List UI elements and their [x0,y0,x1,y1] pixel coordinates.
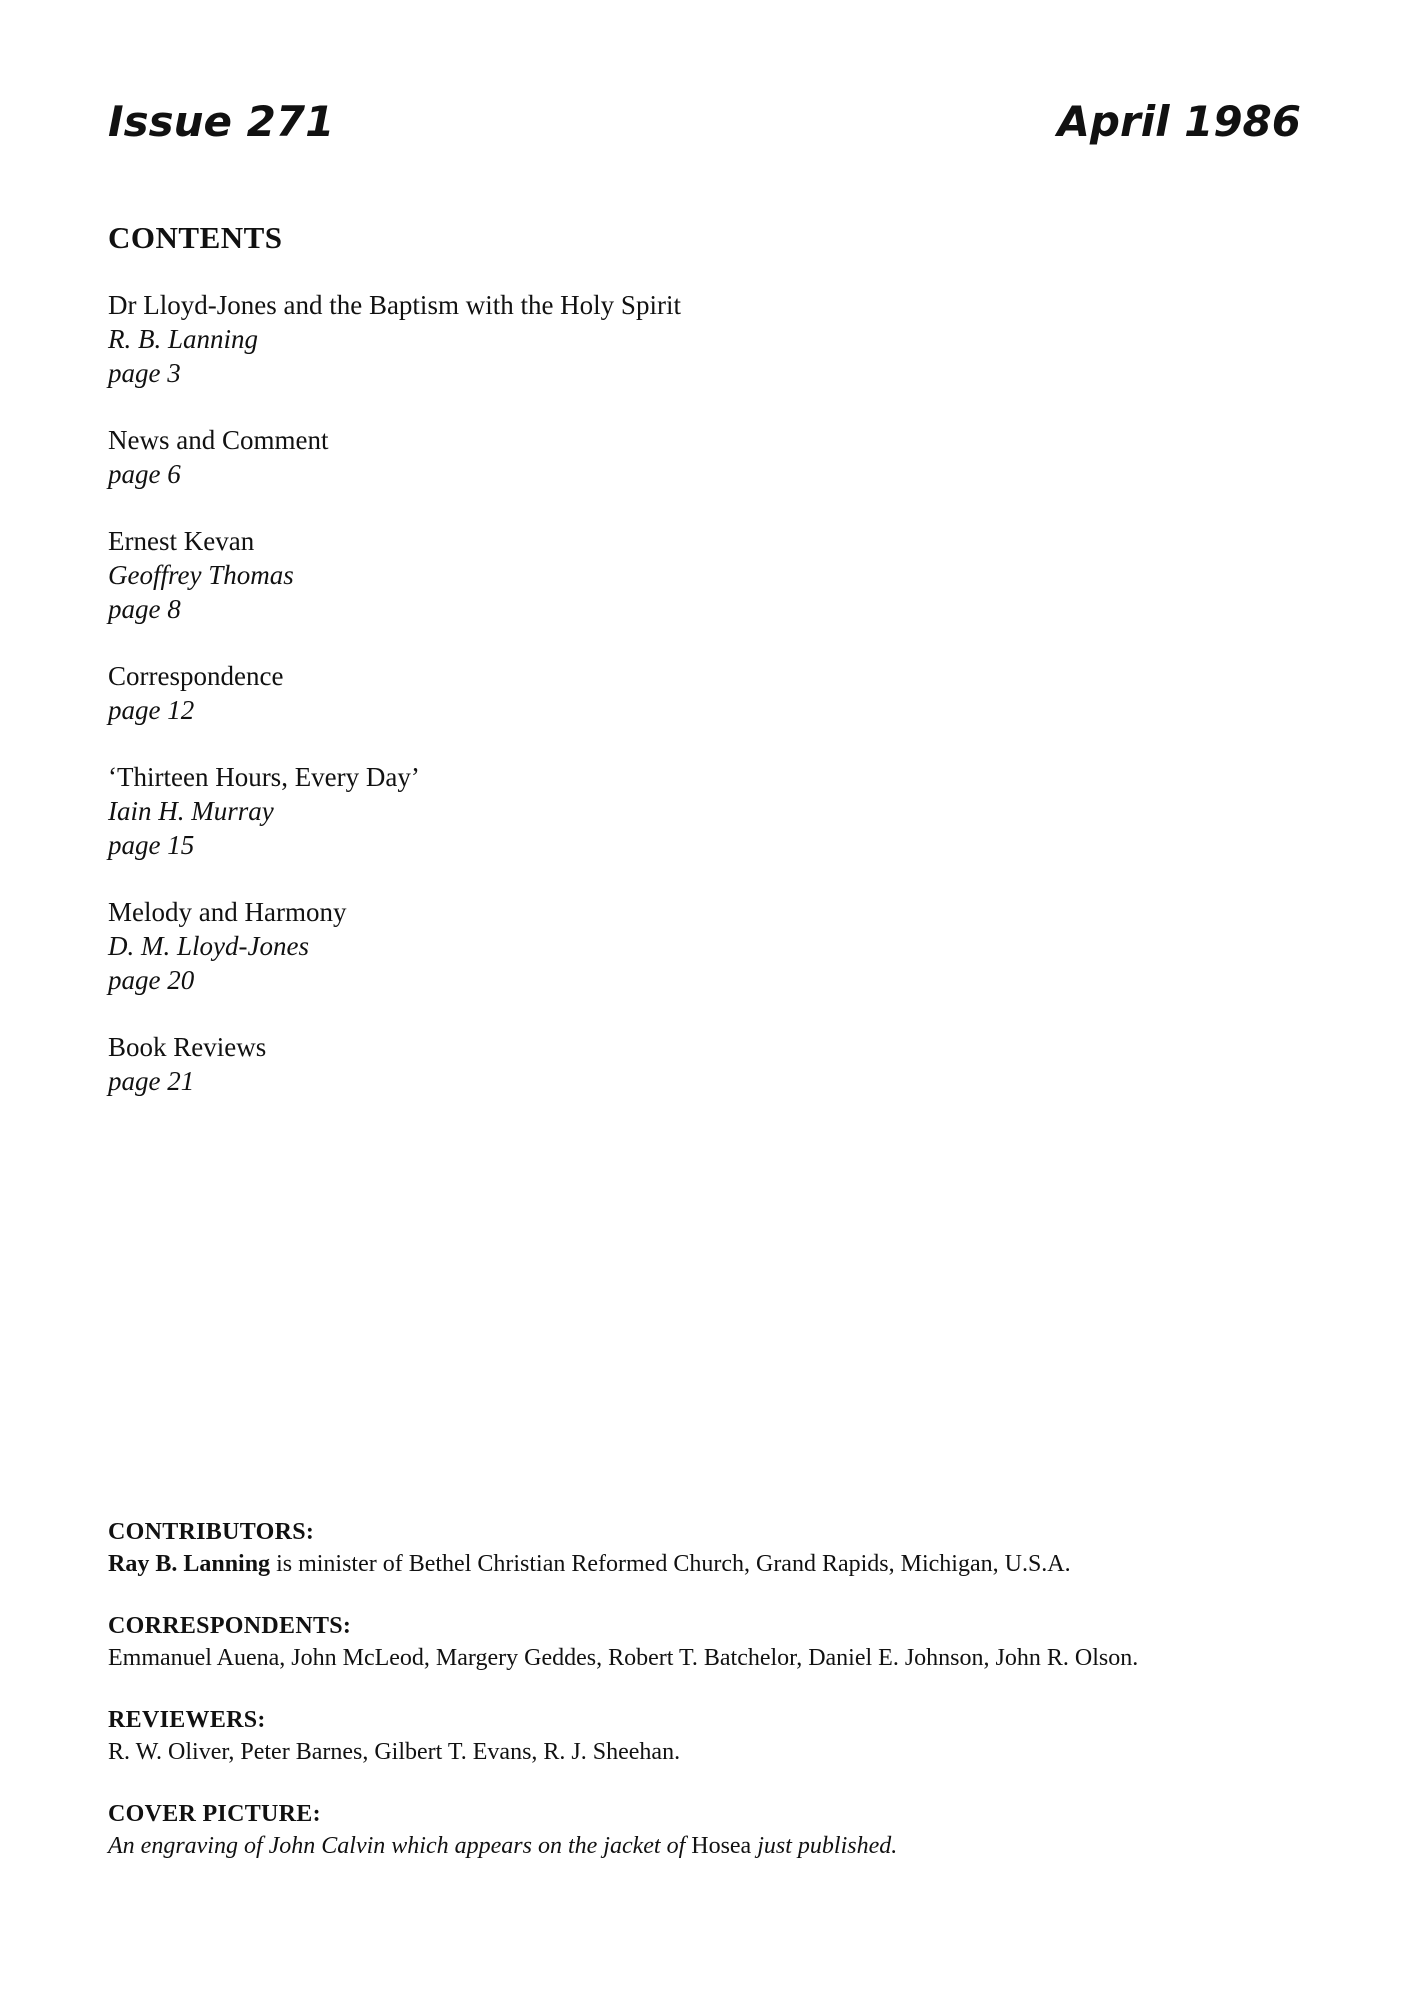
entry-title: Dr Lloyd-Jones and the Baptism with the Holy Spirit [108,290,681,320]
contents-heading: CONTENTS [108,220,283,255]
entry-page: page 12 [108,695,195,725]
correspondents-block [108,1610,1328,1674]
entry-page: page 15 [108,830,195,860]
reviewers-text: R. W. Oliver, Peter Barnes, Gilbert T. Evans, R. J. Sheehan. [108,1739,681,1765]
contents-entry [108,760,1008,862]
contributors-text [108,1548,1328,1580]
entry-page: page 20 [108,965,195,995]
entry-title: Ernest Kevan [108,526,255,556]
cover-book-title: Hosea [691,1833,752,1859]
credits-section [108,1516,1328,1892]
entry-title: Melody and Harmony [108,897,347,927]
entry-author: Geoffrey Thomas [108,560,294,590]
cover-caption-after: just published. [751,1833,898,1859]
entry-author: D. M. Lloyd-Jones [108,931,309,961]
entry-title: ‘Thirteen Hours, Every Day’ [108,762,420,792]
cover-picture-block [108,1798,1328,1862]
contents-entry [108,659,1008,727]
contents-entry [108,895,1008,997]
contents-entry [108,1030,1008,1098]
contents-list [108,288,1008,1131]
contributor-name: Ray B. Lanning [108,1551,271,1577]
contents-entry [108,423,1008,491]
entry-title: Correspondence [108,661,284,691]
reviewers-heading: REVIEWERS: [108,1707,266,1733]
entry-page: page 8 [108,594,181,624]
cover-picture-text [108,1830,1328,1862]
contents-entry [108,288,1008,390]
entry-page: page 6 [108,459,181,489]
issue-number: Issue 271 [108,97,335,146]
entry-author: R. B. Lanning [108,324,259,354]
entry-page: page 21 [108,1066,195,1096]
correspondents-heading: CORRESPONDENTS: [108,1613,352,1639]
issue-date: April 1986 [1057,97,1301,146]
cover-caption-before: An engraving of John Calvin which appears on the jacket of [108,1833,692,1859]
contributors-block [108,1516,1328,1580]
contents-entry [108,524,1008,626]
cover-picture-heading: COVER PICTURE: [108,1801,321,1827]
contributor-description: is minister of Bethel Christian Reformed Church, Grand Rapids, Michigan, U.S.A. [270,1551,1071,1577]
reviewers-block [108,1704,1328,1768]
entry-page: page 3 [108,358,181,388]
correspondents-text: Emmanuel Auena, John McLeod, Margery Geddes, Robert T. Batchelor, Daniel E. Johnson, John R. Olson. [108,1645,1139,1671]
entry-author: Iain H. Murray [108,796,274,826]
contributors-heading: CONTRIBUTORS: [108,1519,315,1545]
entry-title: Book Reviews [108,1032,267,1062]
entry-title: News and Comment [108,425,329,455]
page-header [108,96,1306,156]
